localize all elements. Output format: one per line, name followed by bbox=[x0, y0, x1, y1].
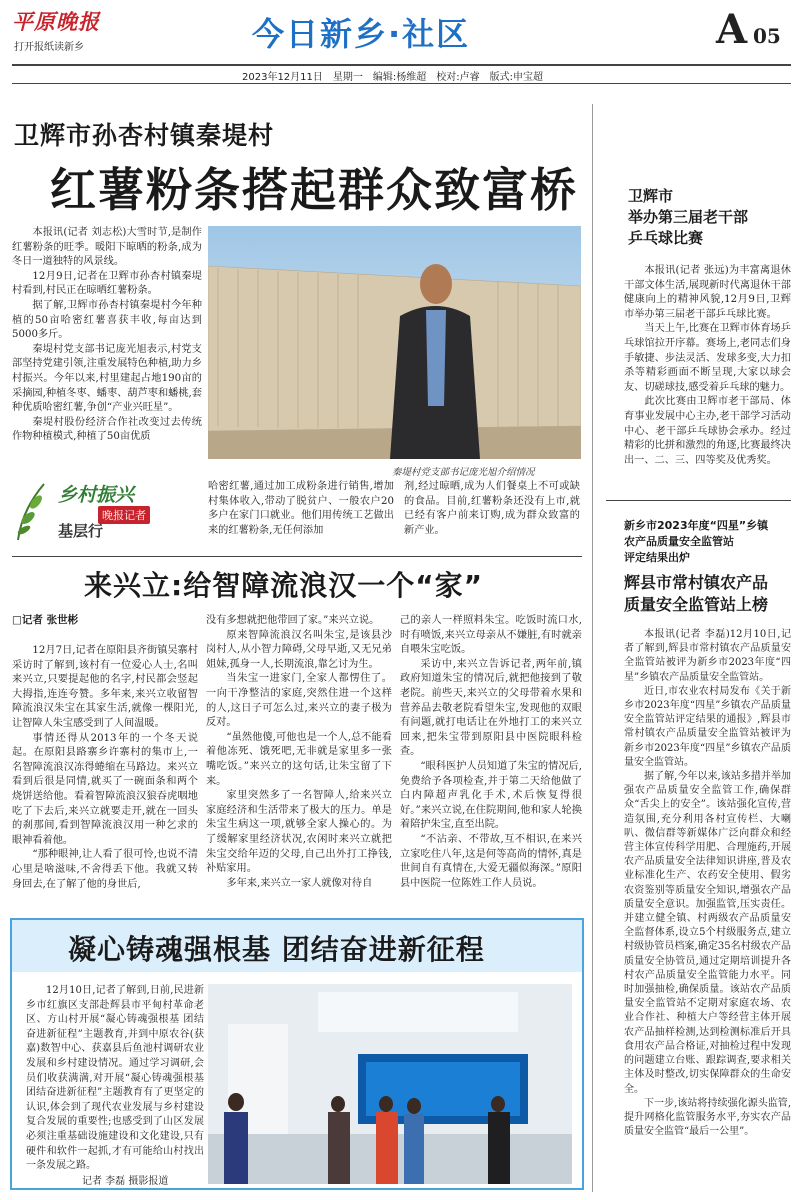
paragraph: 近日,市农业农村局发布《关于新乡市2023年度“四星”乡镇农产品质量安全监管站评定结果的通报》,辉县市常村镇农产品质量安全监管站被评为新乡市2023年度“四星”乡镇农产品质量安全监管站。 bbox=[624, 685, 791, 768]
paragraph: “眼科医护人员知道了朱宝的情况后,免费给予各项检查,并于第二天给他做了白内障超声乳化手术,术后恢复得很好。”来兴立说,在住院期间,他和家人轮换着陪护朱宝,直至出院。 bbox=[400, 760, 582, 831]
section-title: 今日新乡·社区 bbox=[252, 15, 471, 53]
headline-line: 乒乓球比赛 bbox=[628, 229, 704, 247]
sidebar2-body bbox=[624, 628, 791, 1139]
kicker-line: 新乡市2023年度“四星”乡镇 bbox=[624, 519, 769, 532]
article2-headline: 来兴立:给智障流浪汉一个“家” bbox=[84, 569, 484, 602]
headline-line: 辉县市常村镇农产品 bbox=[624, 573, 769, 592]
paragraph: 剂,经过晾晒,成为人们餐桌上不可或缺的食品。目前,红薯粉条还没有上市,就已经有客户前来订购,成为群众致富的新产业。 bbox=[404, 481, 580, 536]
paragraph: 据了解,今年以来,该站多措并举加强农产品质量安全监管工作,确保群众“舌尖上的安全”。该站强化宣传,营造氛围,充分利用各村宣传栏、大喇叭、微信群等新媒体广泛向群众和经营主体宣传科学用肥、合理施药,开展农产品质量安全法律知识讲座,普及农业标准化生产、农药安全使用、假劣农资鉴别等质量安全知识,增强农产品质量安全意识。加强监管,压实责任。并建立健全镇、村两级农产品质量安全监督体系,设立5个村级服务点,建立村级协管员档案,确定35名村级农产品质量安全协管员,通过定期培训提升各村农产品质量安全监管能力水平。同时加强抽检,确保质量。该站农产品质量安全监管站不定期对家庭农场、农业合作社、种植大户等经营主体开展农产品抽样检测,达到检测标准后开具食用农产品合格证,对抽检过程中发现的问题建立台账、跟踪调查,要求相关主体及时整改,切实保障群众的生命安全。 bbox=[624, 771, 791, 1095]
paragraph: 哈密红薯,通过加工成粉条进行销售,增加村集体收入,带动了脱贫户、一般农户20多户在家门口就业。他们用传统工艺做出来的红薯粉条,无任何添加 bbox=[208, 481, 394, 536]
article2-col2 bbox=[206, 614, 392, 891]
sidebar2-headline bbox=[624, 572, 768, 616]
sidebar1-headline bbox=[628, 186, 748, 249]
paragraph: 此次比赛由卫辉市老干部局、体育事业发展中心主办,老干部学习活动中心、老干部乒乓球协会承办。经过精彩的比拼和激烈的角逐,比赛最终决出一、二、三、四等奖及优秀奖。 bbox=[624, 396, 791, 466]
article1-headline: 红薯粉条搭起群众致富桥 bbox=[50, 163, 578, 217]
sidebar-rule bbox=[606, 500, 791, 501]
headline-line: 举办第三届老干部 bbox=[628, 208, 749, 226]
paragraph: “虽然他傻,可他也是一个人,总不能看着他冻死、饿死吧,无非就是家里多一张嘴吃饭。”来兴立的这句话,让朱宝留了下来。 bbox=[206, 731, 392, 787]
paragraph: 秦堤村党支部书记庞光旭表示,村党支部坚持党建引领,注重发展特色种植,助力乡村振兴。今年以来,村里建起占地190亩的采摘园,种植冬枣、蟠枣、葫芦枣和蟠桃,套种优质哈密红薯,争创“产业兴旺星”。 bbox=[12, 343, 202, 414]
paragraph: 秦堤村股份经济合作社改变过去传统作物种植模式,种植了50亩优质 bbox=[12, 416, 202, 443]
newspaper-logo: 平原晚报 bbox=[12, 10, 100, 34]
article3-headline: 凝心铸魂强根基 团结奋进新征程 bbox=[68, 933, 485, 966]
article2-col1 bbox=[12, 644, 198, 892]
kicker-line: 农产品质量安全监管站 bbox=[624, 535, 734, 548]
paragraph: 当天上午,比赛在卫辉市体育场乒乓球馆拉开序幕。赛场上,老同志们身手敏捷、步法灵活、发球多变,大力扣杀等精彩画面不断呈现,大家以球会友、切磋球技,感受着乒乓球的魅力。 bbox=[624, 323, 791, 393]
headline-line: 质量安全监管站上榜 bbox=[624, 595, 769, 614]
paragraph: 采访中,来兴立告诉记者,两年前,镇政府知道朱宝的情况后,就把他接到了敬老院。前些天,来兴立的父母带着水果和营养品去敬老院看望朱宝,发现他的双眼有问题,就打电话让在外地打工的来兴立回来,把朱宝带到原阳县中医院眼科检查。 bbox=[400, 658, 582, 758]
page-number: 05 bbox=[753, 24, 781, 48]
kicker-line: 评定结果出炉 bbox=[624, 551, 690, 564]
article2-byline: □记者 张世彬 bbox=[12, 614, 79, 626]
paragraph: 当朱宝一进家门,全家人都愣住了。一向干净整洁的家庭,突然住进一个这样的人,这日子可怎么过,来兴立的妻子极为反对。 bbox=[206, 673, 392, 729]
article2-top-rule bbox=[12, 556, 582, 557]
sidebar1-body bbox=[624, 264, 791, 468]
badge-subtitle: 基层行 bbox=[58, 522, 104, 540]
sidebar2-kicker bbox=[624, 518, 768, 566]
paragraph: 事情还得从2013年的一个冬天说起。在原阳县路寨乡许寨村的集市上,一名智障流浪汉冻得蜷缩在马路边。来兴立看到后很是同情,就买了一碗面条和两个烧饼送给他。看着智障流浪汉狼吞虎咽地吃了下去后,来兴立就要走开,就在一回头的刹那间,看到智障流浪汉用一种乞求的眼神看着他。 bbox=[12, 732, 198, 846]
paragraph: “那种眼神,让人看了很可怜,也说不清心里是啥滋味,不舍得丢下他。我就又转身回去,在了解了他的身世后, bbox=[12, 849, 198, 890]
article1-photo bbox=[208, 226, 581, 459]
badge-reporter: 晚报记者 bbox=[98, 506, 150, 524]
masthead bbox=[0, 0, 803, 66]
article1-photo-caption: 秦堤村党支部书记庞光旭介绍情况 bbox=[392, 467, 535, 478]
paragraph: 原来智障流浪汉名叫朱宝,是该县沙岗村人,从小智力障碍,父母早逝,又无兄弟姐妹,孤身一人,长期流浪,靠乞讨为生。 bbox=[206, 629, 392, 670]
issue-info-line: 2023年12月11日 星期一 编辑:杨维超 校对:卢睿 版式:申宝超 bbox=[242, 72, 544, 83]
paragraph: 家里突然多了一名智障人,给来兴立家庭经济和生活带来了极大的压力。单是朱宝生病这一项,就够全家人操心的。为了缓解家里经济状况,农闲时来兴立就把朱宝交给年迈的父母,自己出外打工挣钱,补贴家用。 bbox=[206, 790, 392, 875]
article1-col3 bbox=[404, 480, 580, 538]
paragraph: 12月10日,记者了解到,日前,民进新乡市红旗区支部赴辉县市平甸村革命老区、方山村开展“凝心铸魂强根基 团结奋进新征程”主题教育,并到中原农谷(获嘉)数智中心、获嘉县后鱼池村调研农业发展和乡村建设情况。通过学习调研,会员们收获满满,对开展“凝心铸魂强根基 团结奋进新征程”主题教育有了更坚定的认识,体会到了现代农业发展与乡村建设复合发展的重要性;也感受到了山区发展必须注重基础设施建设和文化建设,只有硬件和软件一起抓,才有可能给山村找出一条发展之路。 bbox=[26, 985, 204, 1172]
paragraph: 本报讯(记者 李磊)12月10日,记者了解到,辉县市常村镇农产品质量安全监管站被评为新乡市2023年度“四星”乡镇农产品质量安全监管站。 bbox=[624, 629, 791, 683]
article1-col2 bbox=[208, 480, 394, 538]
article2-col3 bbox=[400, 614, 582, 891]
paragraph: 本报讯(记者 刘志松)大雪时节,是制作红薯粉条的旺季。暖阳下晾晒的粉条,成为冬日一道独特的风景线。 bbox=[12, 227, 202, 268]
paragraph: 下一步,该站将持续强化源头监管,提升网格化监管服务水平,夯实农产品质量安全监管“最后一公里”。 bbox=[624, 1097, 791, 1138]
paragraph: 12月7日,记者在原阳县齐街镇吴寨村采访时了解到,该村有一位爱心人士,名叫来兴立,只要提起他的名字,村民都会竖起大拇指,连连夸赞。多年来,来兴立收留智障流浪汉朱宝在其家生活,就像一棵阳光,让智障人朱宝感受到了人间温暖。 bbox=[12, 645, 198, 729]
article3-photo-credit: 记者 李磊 摄影报道 bbox=[82, 1176, 169, 1187]
paragraph: 本报讯(记者 张远)为丰富离退休干部文体生活,展现新时代离退休干部健康向上的精神风貌,12月9日,卫辉市举办第三届老干部乒乓球比赛。 bbox=[624, 265, 791, 320]
leaf-icon bbox=[14, 480, 54, 542]
article1-col1 bbox=[12, 226, 202, 445]
article3-photo bbox=[208, 984, 572, 1184]
paragraph: “不沾亲、不带故,互不相识,在来兴立家吃住八年,这是何等高尚的情怀,真是世间自有真情在,大爱无疆似海深。”原阳县中医院一位陈姓工作人员说。 bbox=[400, 833, 582, 889]
paragraph: 据了解,卫辉市孙杏村镇秦堤村今年种植的50亩哈密红薯喜获丰收,每亩达到5000多斤。 bbox=[12, 299, 202, 341]
page-letter: A bbox=[716, 6, 748, 53]
info-rule bbox=[12, 83, 791, 84]
rural-revitalization-badge bbox=[14, 480, 200, 542]
logo-subtitle: 打开报纸读新乡 bbox=[14, 42, 84, 53]
badge-title: 乡村振兴 bbox=[58, 484, 135, 506]
article1-kicker: 卫辉市孙杏村镇秦堤村 bbox=[14, 121, 275, 150]
paragraph: 12月9日,记者在卫辉市孙杏村镇秦堤村看到,村民正在晾晒红薯粉条。 bbox=[12, 270, 202, 297]
column-divider bbox=[592, 104, 593, 1192]
paragraph: 己的亲人一样照料朱宝。吃饭时流口水,时有喷饭,来兴立母亲从不嫌脏,有时就亲自喂朱宝吃饭。 bbox=[400, 615, 582, 656]
paragraph: 没有多想就把他带回了家。”来兴立说。 bbox=[206, 615, 380, 626]
article3-body bbox=[26, 984, 204, 1174]
headline-line: 卫辉市 bbox=[628, 187, 674, 205]
paragraph: 多年来,来兴立一家人就像对待自 bbox=[226, 877, 373, 889]
article3-box bbox=[10, 918, 584, 1190]
masthead-rule bbox=[12, 64, 791, 66]
